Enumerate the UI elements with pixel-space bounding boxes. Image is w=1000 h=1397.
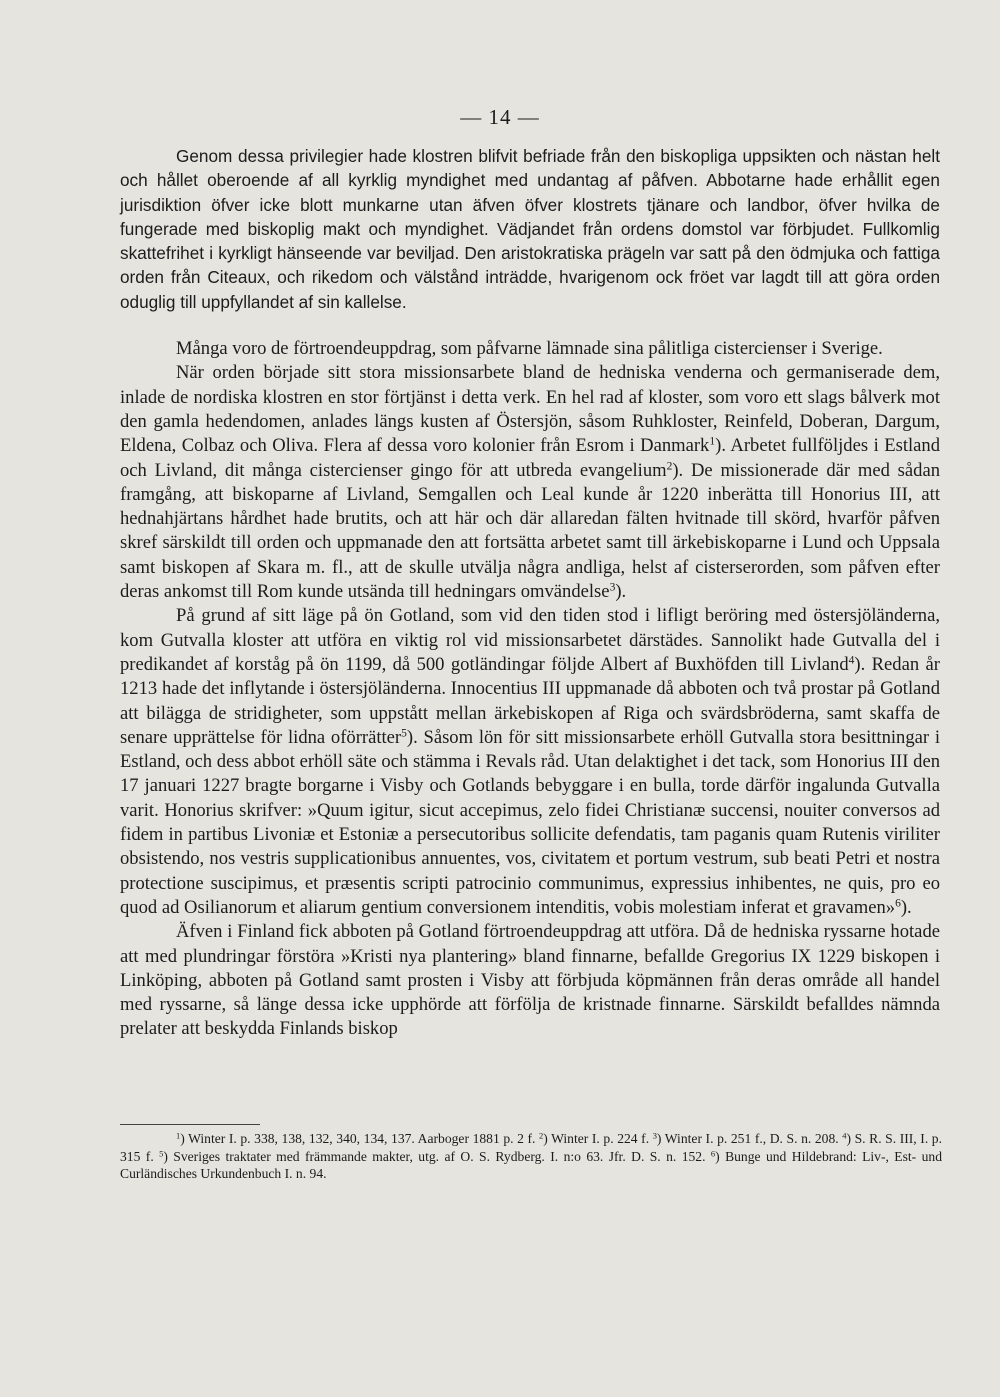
footnote-marker: 1 [176,1130,181,1141]
text-segment: ). [900,896,912,918]
footnote-marker: 4 [842,1130,847,1141]
text-segment: På grund af sitt läge på ön Gotland, som vid den tiden stod i lifligt beröring med östersjöländerna, kom Gutvalla kloster att utföra en viktig rol vid missionsarbetet därstädes. Sannolikt hade Gutvalla del i predikandet af korståg på ön 1199, då 500 gotländingar följde Albert af Buxhöfden till Livland [120,605,940,675]
footnote-text: ) Bunge und Hildebrand: Liv-, Est- und Curländisches Urkundenbuch I. n. 94. [120,1148,942,1181]
paragraph-privileges: Genom dessa privilegier hade klostren blifvit befriade från den biskopliga uppsikten och nästan helt och hållet oberoende af all kyrklig myndighet med undantag af påfven. Abbotarne hade erhållit egen jurisdiktion öfver icke blott munkarne utan äfven öfver klostrets tjänare och landbor, öfver hvilka de fungerade med biskoplig makt och myndighet. Vädjandet från ordens domstol var förbjudet. Fullkomlig skattefrihet i kyrkligt hänseende var beviljad. Den aristokratiska prägeln var satt på den ödmjuka och fattiga orden från Citeaux, och rikedom och välstånd inträdde, hvarigenom ock fröet var lagdt till att göra orden oduglig till uppfyllandet af sin kallelse. [120,146,940,312]
footnote-text: ) Winter I. p. 251 f., D. S. n. 208. [656,1131,843,1146]
footnote-marker: 6 [710,1147,716,1158]
paragraph-mission-work [120,361,940,604]
footnote-ref-5: 5 [401,727,407,740]
footnote-text: ) Winter I. p. 224 f. [543,1131,653,1146]
text-segment: ). [615,581,627,603]
paragraph-finland: Äfven i Finland fick abboten på Gotland förtroendeuppdrag att utföra. Då de hedniska ryssarne hotade att med plundringar förstöra »Kristi nya plantering» bland finnarne, befallde Gregorius IX 1229 biskopen i Linköping, abboten på Gotland samt prosten i Visby att förbjuda köpmännen från deras område all handel med ryssarne, så länge dessa icke upphörde att förfölja de kristnade finnarne. Särskildt befalldes nämnda prelater att beskydda Finlands biskop [120,921,940,1040]
paragraph-gotland [120,604,940,920]
footnote-block [120,1130,942,1183]
footnote-ref-2: 2 [666,460,673,473]
footnote-ref-1: 1 [709,435,716,448]
footnote-ref-4: 4 [848,654,855,667]
text-segment: ). Såsom lön för sitt missionsarbete erhöll Gutvalla stora besittningar i Estland, och dess abbot erhöll säte och stämma i Revals råd. Utan delaktighet i det tack, som Honorius III den 17 januari 1227 bragte borgarne i Visby och Gotlands bebyggare i en bulla, torde därför ingalunda Gutvalla varit. Honorius skrifver: »Quum igitur, sicut accepimus, zelo fidei Christianæ succensi, nouiter conversos ad fidem in partibus Livoniæ et Estoniæ a persecutoribus sollicite defendatis, tam paganis quam Rutenis viriliter obsistendo, nos vestris supplicationibus annuentes, vos, civitatem et portum vestrum, sub beati Petri et nostra protectione suscipimus, et præsentis scripti patrocinio communimus, expressius inhibentes, ne quis, pro eo quod ad Osilianorum et aliarum gentium conversionem intenditis, vobis molestiam inferat et gravamen» [120,726,940,918]
text-segment: ). Redan år 1213 hade det inflytande i östersjöländerna. Innocentius III uppmanade då abboten och två prostar på Gotland att bilägga de stridigheter, som uppstått mellan ärkebiskopen af Riga och svärdsbröderna, samt skaffa de senare upprättelse för lidna oförrätter [120,653,940,748]
footnote-ref-6: 6 [895,897,901,910]
footnote-marker: 5 [159,1147,164,1158]
main-text [120,144,940,1042]
footnotes [120,1130,942,1183]
footnote-marker: 3 [652,1130,657,1141]
footnote-divider [120,1124,260,1125]
text-segment: ). Arbetet fullföljdes i Estland och Livland, dit många cistercienser gingo för att utbreda evangelium [120,435,940,481]
paragraph-commissions: Många voro de förtroendeuppdrag, som påfvarne lämnade sina pålitliga cistercienser i Sverige. [176,338,883,360]
footnote-text: ) S. R. S. III, I. p. 315 f. [120,1131,942,1164]
text-segment: När orden började sitt stora missionsarbete bland de hedniska venderna och germaniserade dem, inlade de nordiska klostren en stor förtjänst i detta verk. En hel rad af kloster, som voro ett slags bålverk mot den gamla hedendomen, anlades längs kusten af Östersjön, såsom Ruhkloster, Reinfeld, Doberan, Dargum, Eldena, Colbaz och Oliva. Flera af dessa voro kolonier från Esrom i Danmark [120,362,940,457]
footnote-ref-3: 3 [609,581,616,594]
footnote-text: ) Sveriges traktater med främmande makter, utg. af O. S. Rydberg. I. n:o 63. Jfr. D. S. n. 152. [163,1148,711,1164]
footnote-text: ) Winter I. p. 338, 138, 132, 340, 134, 137. Aarboger 1881 p. 2 f. [180,1131,540,1146]
text-segment: ). De missionerade där med sådan framgång, att biskoparne af Livland, Semgallen och Leal kunde år 1220 inberätta till Honorius III, att hednahjärtans hårdhet hade brutits, och att här och där allaredan fälten hvitnade till skörd, hvarför påfven skref särskildt till orden och uppmanade den att fortsätta arbetet samt till ärkebiskoparne i Lund och Uppsala samt biskopen af Skara m. fl., att de skulle utvälja några andliga, helst af cisterserorden, som påfven efter deras ankomst till Rom kunde utsända till hedningars omvändelse [120,459,940,603]
footnote-marker: 2 [539,1130,544,1141]
page-number: — 14 — [460,105,540,129]
